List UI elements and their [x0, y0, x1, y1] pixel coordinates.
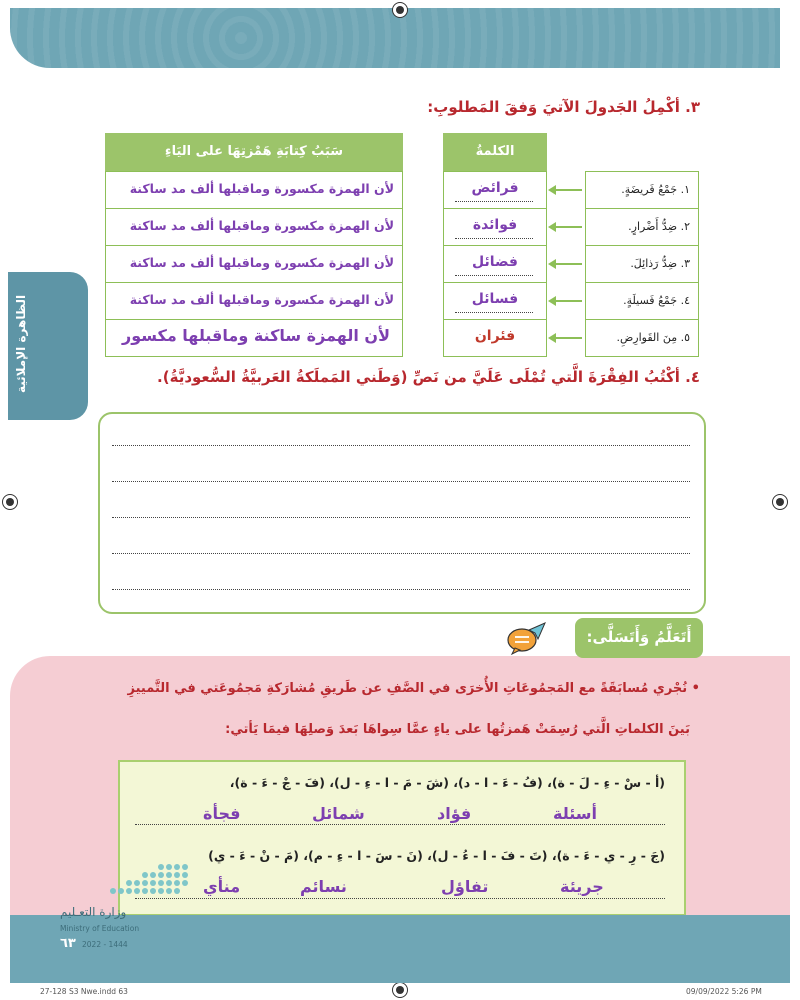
arrow-left-icon [550, 189, 582, 191]
word-cell [443, 282, 547, 320]
arrow-left-icon [550, 226, 582, 228]
writing-line[interactable] [112, 589, 690, 590]
word-answer: فسائل [471, 291, 519, 307]
arrow-left-icon [550, 300, 582, 302]
answer-dotted-line [455, 312, 533, 313]
item-cell [585, 319, 699, 357]
reason-answer: لأن الهمزة ساكنة وماقبلها مكسور [121, 326, 390, 345]
answer-line-row-1[interactable] [135, 824, 665, 825]
reason-answer: لأن الهمزة مكسورة وماقبلها ألف مد ساكنة [129, 218, 394, 233]
writing-line[interactable] [112, 445, 690, 446]
paper-plane-chat-icon [505, 620, 547, 656]
letters-row-2: (جَ - رِ - ي - ءَ - ة)، (تَ - فَ - ا - ءُ - ل)، (نَ - سَ - ا - ءِ - م)، (مَ - نْ - ءَ - ي) [208, 848, 665, 863]
registration-mark-icon [2, 494, 18, 510]
activity-instruction-line-2: بَينَ الكلماتِ الَّتي رُسِمَتْ هَمزتُها على ياءٍ عمَّا سِواهَا بَعدَ وَصلِهَا فيمَا يَأتي: [225, 722, 690, 737]
word-answer: فرائض [471, 180, 519, 196]
arrow-left-icon [550, 263, 582, 265]
letters-row-1: (أ - سْ - ءِ - لَ - ة)، (فُ - ءَ - ا - د)، (شَ - مَ - ا - ءِ - ل)، (فَ - جْ - ءَ - ة)، [229, 775, 665, 790]
reason-answer: لأن الهمزة مكسورة وماقبلها ألف مد ساكنة [129, 292, 394, 307]
ministry-logo-icon [95, 862, 190, 896]
learn-and-play-label: أَتَعَلَّمُ وَأَتَسَلَّى: [586, 628, 692, 646]
answer-word: فؤاد [437, 804, 472, 823]
word-answer: فضائل [472, 254, 518, 270]
ministry-name-english: Ministry of Education [60, 924, 140, 933]
answer-line-row-2[interactable] [135, 898, 665, 899]
writing-line[interactable] [112, 553, 690, 554]
item-cell [585, 208, 699, 246]
item-label: ٢. ضِدُّ أَضْرارٍ. [628, 220, 690, 233]
answer-word: أسئلة [553, 804, 597, 823]
page-number: ٦٣ [60, 936, 76, 951]
word-answer: فوائدة [472, 217, 518, 233]
reason-cell [105, 208, 403, 246]
writing-line[interactable] [112, 481, 690, 482]
arrow-left-icon [550, 337, 582, 339]
item-label: ٤. جَمْعُ فَسيلَةٍ. [623, 294, 690, 307]
answer-word: نسائم [300, 877, 347, 896]
top-banner [10, 8, 780, 68]
reason-cell [105, 282, 403, 320]
ministry-name-arabic: وزارة التعـليم [60, 905, 127, 919]
side-tab-label: الظاهرة الإملائية [14, 294, 28, 394]
item-label: ٥. مِنَ القَوارِضِ. [616, 331, 690, 344]
file-info: 27-128 S3 Nwe.indd 63 [40, 987, 128, 996]
registration-mark-icon [392, 2, 408, 18]
item-cell [585, 282, 699, 320]
word-answer: فئران [474, 328, 516, 344]
word-cell [443, 245, 547, 283]
reason-column-header: سَبَبُ كِتابَةِ هَمْزتِهَا على اليَاءِ [105, 133, 403, 171]
writing-line[interactable] [112, 517, 690, 518]
dictation-writing-box[interactable] [98, 412, 706, 614]
activity-instruction-line-1: • نُجْري مُسابَقَةً مع المَجمُوعَاتِ الأُخرَى في الصَّفِ عن طَريقِ مُشارَكةِ مَجمُوعَتي في التَّمييزِ [127, 681, 700, 696]
answer-dotted-line [455, 238, 533, 239]
answer-dotted-line [455, 201, 533, 202]
answer-word: شمائل [312, 804, 365, 823]
question-4-title: ٤. أكْتُبُ الفِقْرَةَ الَّتي تُمْلَى عَلَيَّ من نَصِّ (وَطَني المَملَكةُ العَربيَّةُ السُّعوديَّةُ). [157, 368, 700, 386]
word-cell [443, 171, 547, 209]
answer-word: فجأة [203, 804, 241, 823]
item-cell [585, 171, 699, 209]
registration-mark-icon [772, 494, 788, 510]
print-timestamp: 09/09/2022 5:26 PM [686, 987, 762, 996]
item-label: ٣. ضِدُّ رَذائِلَ. [630, 257, 690, 270]
word-column-header: الكلمةُ [443, 133, 547, 171]
answer-word: جريئة [560, 877, 604, 896]
item-label: ١. جَمْعُ فَريضَةٍ. [621, 183, 690, 196]
answer-word: منأي [203, 877, 241, 896]
reason-cell [105, 319, 403, 357]
word-cell [443, 319, 547, 357]
item-cell [585, 245, 699, 283]
registration-mark-icon [392, 982, 408, 998]
reason-cell [105, 171, 403, 209]
reason-answer: لأن الهمزة مكسورة وماقبلها ألف مد ساكنة [129, 181, 394, 196]
answer-dotted-line [455, 275, 533, 276]
reason-answer: لأن الهمزة مكسورة وماقبلها ألف مد ساكنة [129, 255, 394, 270]
ministry-year: 2022 - 1444 [82, 940, 128, 949]
answer-word: تفاؤل [441, 877, 489, 896]
question-3-title: ٣. أكْمِلُ الجَدولَ الآتيَ وَفقَ المَطلوبِ: [427, 98, 700, 116]
reason-cell [105, 245, 403, 283]
word-cell [443, 208, 547, 246]
learn-and-play-badge [575, 618, 703, 658]
